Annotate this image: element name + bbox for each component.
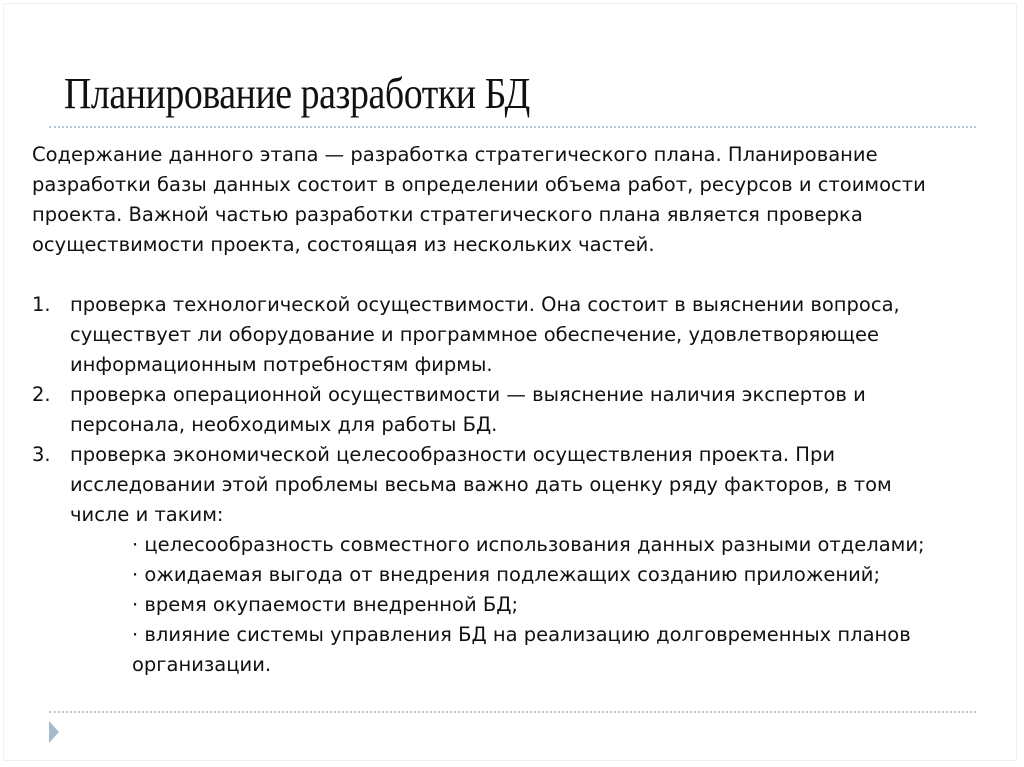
- list-item-line: существует ли оборудование и программное обеспечение, удовлетворяющее: [70, 323, 880, 346]
- intro-line: разработки базы данных состоит в определении объема работ, ресурсов и стоимости: [32, 173, 926, 196]
- list-number: 1.: [32, 293, 51, 316]
- list-item-economic: [32, 440, 992, 680]
- list-item-line: исследовании этой проблемы весьма важно дать оценку ряду факторов, в том: [70, 473, 892, 496]
- list-item-operational: [32, 380, 992, 440]
- feasibility-list: [32, 290, 992, 680]
- intro-line: осуществимости проекта, состоящая из нескольких частей.: [32, 233, 655, 256]
- list-item-line: проверка технологической осуществимости. Она состоит в выяснении вопроса,: [70, 293, 900, 316]
- intro-paragraph: [32, 140, 992, 260]
- triangle-right-icon: [49, 721, 59, 743]
- list-item-line: информационным потребностям фирмы.: [70, 353, 493, 376]
- factor-item: · время окупаемости внедренной БД;: [132, 593, 519, 616]
- slide-body: [32, 140, 992, 680]
- factor-item: · влияние системы управления БД на реализацию долговременных планов: [132, 623, 911, 646]
- factor-item: · целесообразность совместного использования данных разными отделами;: [132, 533, 925, 556]
- list-item-line: персонала, необходимых для работы БД.: [70, 413, 498, 436]
- intro-line: Содержание данного этапа — разработка стратегического плана. Планирование: [32, 143, 878, 166]
- economic-factors-list: [70, 530, 992, 680]
- list-item-technological: [32, 290, 992, 380]
- slide-title: Планирование разработки БД: [64, 69, 530, 118]
- intro-line: проекта. Важной частью разработки стратегического плана является проверка: [32, 203, 863, 226]
- list-item-line: проверка экономической целесообразности осуществления проекта. При: [70, 443, 836, 466]
- factor-item: · ожидаемая выгода от внедрения подлежащих созданию приложений;: [132, 563, 881, 586]
- list-number: 3.: [32, 443, 51, 466]
- title-separator: [49, 126, 976, 128]
- factor-item-continuation: организации.: [132, 653, 272, 676]
- footer-separator: [49, 711, 976, 713]
- list-item-line: проверка операционной осуществимости — выяснение наличия экспертов и: [70, 383, 866, 406]
- list-item-line: числе и таким:: [70, 503, 224, 526]
- list-number: 2.: [32, 383, 51, 406]
